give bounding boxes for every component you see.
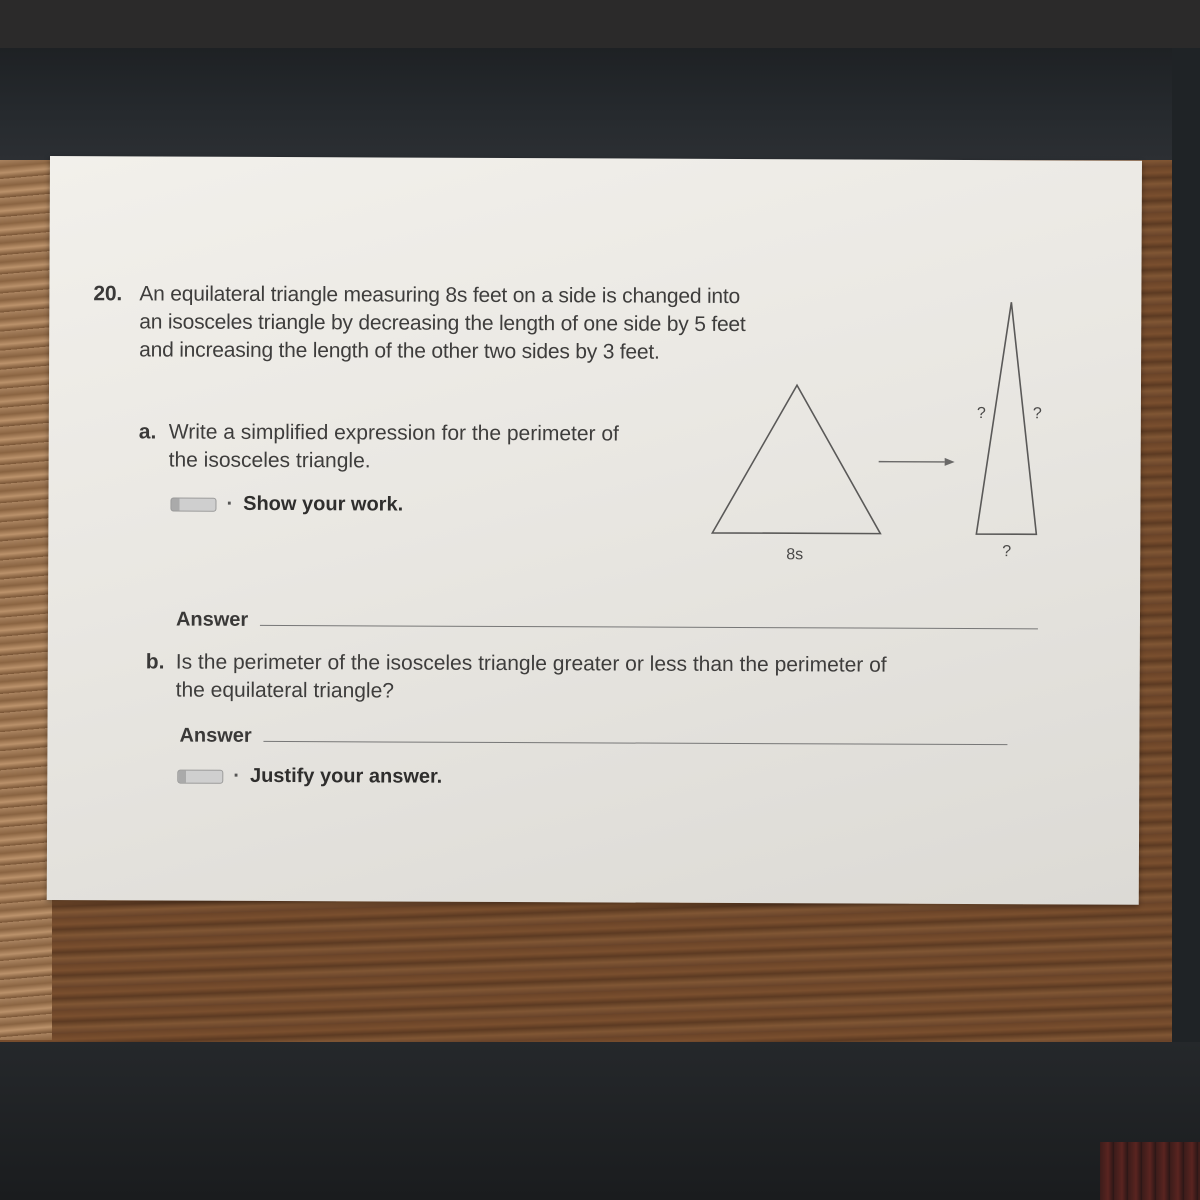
isosceles-base-label: ?	[1002, 543, 1012, 561]
monitor-bezel-right	[1172, 48, 1200, 1078]
part-b-answer-line[interactable]	[264, 741, 1008, 745]
part-b-question	[146, 648, 926, 707]
equilateral-triangle	[712, 385, 881, 534]
part-a-answer-row	[176, 609, 1038, 636]
part-b-text: Is the perimeter of the isosceles triangle greater or less than the perimeter of the equilateral triangle?	[175, 650, 887, 703]
wood-background-left	[0, 160, 52, 1040]
part-a-answer-line[interactable]	[260, 625, 1038, 629]
problem-statement	[87, 280, 787, 367]
isosceles-left-side-label: ?	[976, 405, 986, 423]
red-object	[1100, 1142, 1200, 1200]
arrow-head-icon	[945, 458, 955, 466]
monitor-bezel-bottom	[0, 1042, 1200, 1200]
part-a-text: Write a simplified expression for the perimeter of the isosceles triangle.	[168, 420, 619, 473]
show-work-prompt	[170, 493, 403, 517]
pencil-icon	[177, 769, 223, 783]
equilateral-base-label: 8s	[786, 546, 804, 564]
part-a-answer-label: Answer	[175, 608, 249, 631]
bullet-dot-icon: ·	[233, 764, 241, 787]
show-work-text: Show your work.	[243, 492, 404, 516]
monitor-top-edge	[0, 0, 1200, 50]
part-a-question	[139, 418, 659, 476]
worksheet-page	[47, 156, 1142, 905]
isosceles-right-side-label: ?	[1032, 405, 1042, 423]
bullet-dot-icon: ·	[226, 492, 234, 515]
part-b-label: b.	[145, 650, 165, 674]
triangle-figure	[698, 289, 1089, 581]
pencil-icon	[170, 497, 216, 511]
monitor-bezel-top	[0, 48, 1200, 160]
problem-number: 20.	[93, 282, 123, 306]
problem-text: An equilateral triangle measuring 8s feet on a side is changed into an isosceles triangle by decreasing the length of one side by 5 feet and increasing the length of the other two sides by 3 feet.	[139, 282, 746, 364]
part-a-label: a.	[138, 420, 157, 444]
part-b-answer-label: Answer	[179, 724, 252, 747]
justify-text: Justify your answer.	[249, 764, 443, 788]
triangle-diagram	[698, 289, 1089, 581]
justify-prompt	[177, 765, 442, 789]
part-b-answer-row	[179, 725, 1007, 752]
